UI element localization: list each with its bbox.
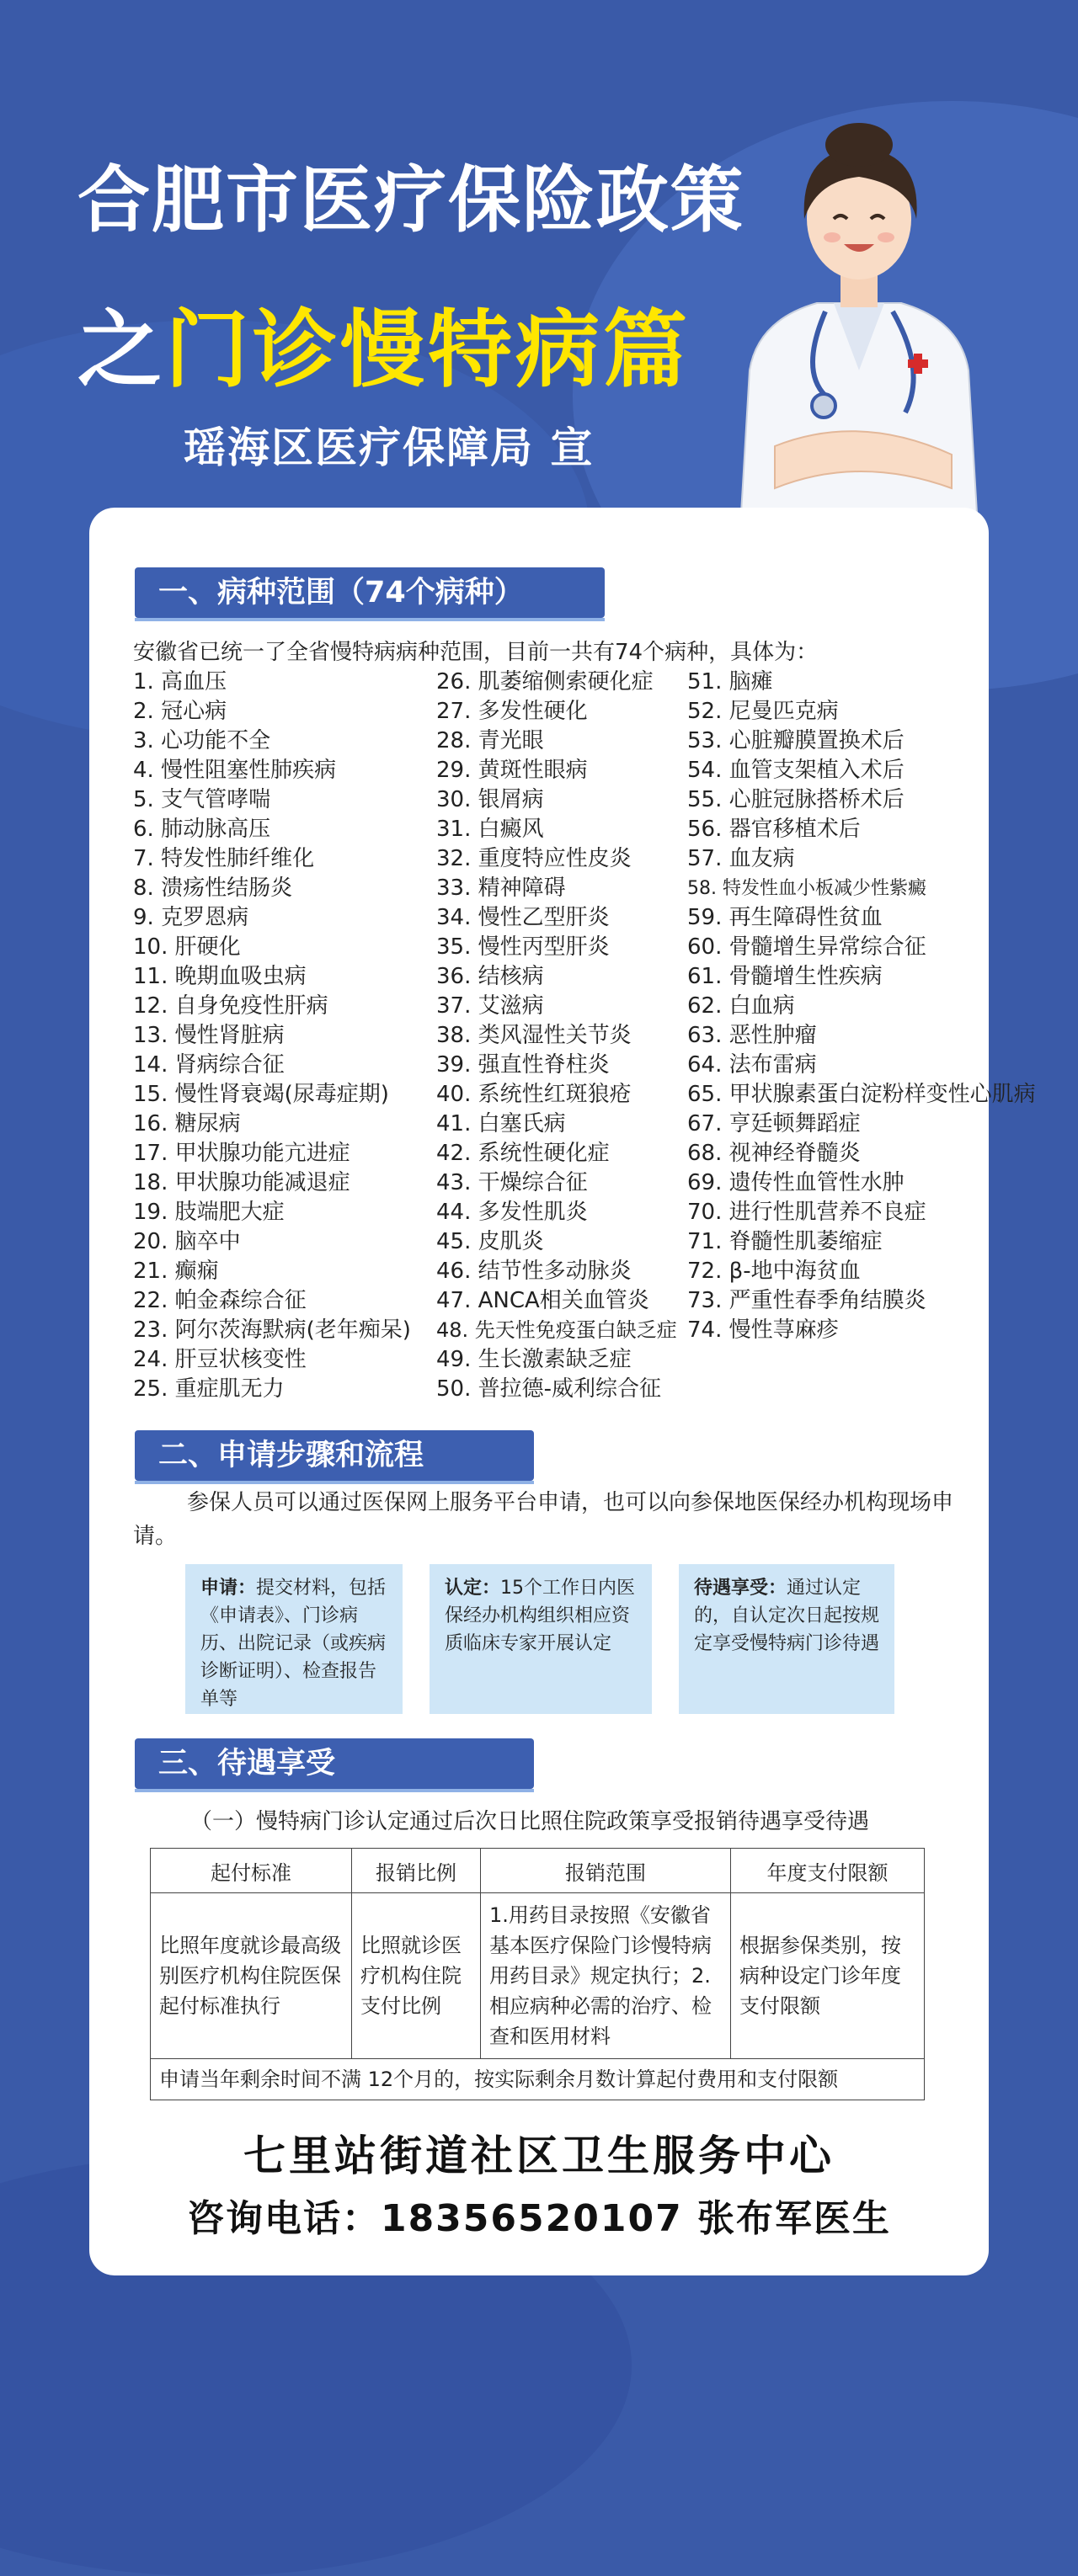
- disease-item: 47. ANCA相关血管炎: [436, 1288, 649, 1313]
- disease-item: 30. 银屑病: [436, 787, 544, 812]
- disease-item: 45. 皮肌炎: [436, 1229, 544, 1254]
- disease-item: 62. 白血病: [687, 993, 795, 1019]
- disease-item: 34. 慢性乙型肝炎: [436, 905, 610, 930]
- disease-item: 2. 冠心病: [133, 699, 227, 724]
- disease-item: 43. 干燥综合征: [436, 1170, 588, 1195]
- disease-item: 35. 慢性丙型肝炎: [436, 934, 610, 960]
- step-title: 认定：: [445, 1578, 501, 1599]
- scope-intro: 安徽省已统一了全省慢特病病种范围，目前一共有74个病种，具体为：: [133, 640, 819, 665]
- table-footer-note: 申请当年剩余时间不满 12个月的，按实际剩余月数计算起付费用和支付限额: [151, 2059, 925, 2100]
- disease-item: 28. 青光眼: [436, 728, 544, 753]
- step-approve: [430, 1564, 652, 1714]
- disease-item: 16. 糖尿病: [133, 1111, 241, 1136]
- disease-item: 10. 肝硬化: [133, 934, 241, 960]
- disease-item: 60. 骨髓增生异常综合征: [687, 934, 926, 960]
- step-title: 申请：: [200, 1578, 257, 1599]
- disease-item: 74. 慢性荨麻疹: [687, 1317, 839, 1343]
- disease-item: 39. 强直性脊柱炎: [436, 1052, 610, 1078]
- disease-item: 26. 肌萎缩侧索硬化症: [436, 669, 654, 695]
- title-prefix: 之: [77, 301, 165, 399]
- table-header-cell: 起付标准: [151, 1849, 352, 1893]
- poster-subtitle: 瑶海区医疗保障局 宣: [184, 423, 595, 472]
- disease-item: 13. 慢性肾脏病: [133, 1023, 285, 1048]
- table-cell: 1.用药目录按照《安徽省基本医疗保险门诊慢特病用药目录》规定执行；2. 相应病种必需的治疗、检查和医用材料: [481, 1893, 731, 2059]
- disease-item: 51. 脑瘫: [687, 669, 773, 695]
- disease-item: 7. 特发性肺纤维化: [133, 846, 315, 871]
- disease-item: 55. 心脏冠脉搭桥术后: [687, 787, 905, 812]
- disease-item: 18. 甲状腺功能减退症: [133, 1170, 350, 1195]
- step-text: 15个工作日内医保经办机构组织相应资质临床专家开展认定: [445, 1578, 636, 1654]
- disease-item: 9. 克罗恩病: [133, 905, 249, 930]
- disease-item: 19. 肢端肥大症: [133, 1200, 285, 1225]
- table-header-cell: 报销比例: [352, 1849, 481, 1893]
- disease-item: 23. 阿尔茨海默病(老年痴呆): [133, 1317, 411, 1343]
- disease-item: 3. 心功能不全: [133, 728, 271, 753]
- disease-item: 27. 多发性硬化: [436, 699, 588, 724]
- step-text: 通过认定的，自认定次日起按规定享受慢特病门诊待遇: [694, 1578, 880, 1654]
- disease-item: 38. 类风湿性关节炎: [436, 1023, 632, 1048]
- disease-item: 14. 肾病综合征: [133, 1052, 285, 1078]
- table-header-row: [151, 1849, 925, 1893]
- disease-item: 50. 普拉德-威利综合征: [436, 1376, 661, 1402]
- disease-column-1: [133, 668, 419, 1404]
- table-cell: 根据参保类别，按病种设定门诊年度支付限额: [731, 1893, 925, 2059]
- disease-item: 69. 遗传性血管性水肿: [687, 1170, 905, 1195]
- disease-item: 29. 黄斑性眼病: [436, 758, 588, 783]
- disease-item: 12. 自身免疫性肝病: [133, 993, 328, 1019]
- disease-item: 65. 甲状腺素蛋白淀粉样变性心肌病: [687, 1082, 1036, 1107]
- disease-item: 71. 脊髓性肌萎缩症: [687, 1229, 883, 1254]
- disease-item: 58. 特发性血小板减少性紫癜: [687, 878, 926, 899]
- disease-item: 57. 血友病: [687, 846, 795, 871]
- step-benefit: [679, 1564, 894, 1714]
- disease-item: 4. 慢性阻塞性肺疾病: [133, 758, 337, 783]
- doctor-illustration: [724, 93, 994, 514]
- disease-item: 5. 支气管哮喘: [133, 787, 271, 812]
- disease-item: 15. 慢性肾衰竭(尿毒症期): [133, 1082, 389, 1107]
- procedure-paragraph: 参保人员可以通过医保网上服务平台申请，也可以向参保地医保经办机构现场申请。: [133, 1490, 954, 1549]
- poster-title: 合肥市医疗保险政策: [77, 158, 744, 242]
- disease-item: 44. 多发性肌炎: [436, 1200, 588, 1225]
- disease-item: 37. 艾滋病: [436, 993, 544, 1019]
- disease-item: 25. 重症肌无力: [133, 1376, 285, 1402]
- disease-item: 40. 系统性红斑狼疮: [436, 1082, 632, 1107]
- disease-item: 61. 骨髓增生性疾病: [687, 964, 883, 989]
- disease-item: 1. 高血压: [133, 669, 227, 695]
- disease-item: 56. 器官移植术后: [687, 817, 861, 842]
- disease-item: 59. 再生障碍性贫血: [687, 905, 883, 930]
- table-header-cell: 年度支付限额: [731, 1849, 925, 1893]
- disease-item: 21. 癫痫: [133, 1259, 219, 1284]
- disease-item: 42. 系统性硬化症: [436, 1141, 610, 1166]
- disease-item: 32. 重度特应性皮炎: [436, 846, 632, 871]
- contact-phone: 咨询电话：18356520107 张布军医生: [186, 2197, 892, 2240]
- disease-item: 67. 亨廷顿舞蹈症: [687, 1111, 861, 1136]
- disease-item: 54. 血管支架植入术后: [687, 758, 905, 783]
- disease-item: 48. 先天性免疫蛋白缺乏症: [436, 1318, 677, 1342]
- disease-item: 46. 结节性多动脉炎: [436, 1259, 632, 1284]
- content-card: [89, 508, 1036, 2275]
- disease-item: 63. 恶性肿瘤: [687, 1023, 817, 1048]
- disease-item: 72. β-地中海贫血: [687, 1259, 861, 1284]
- organization-name: 七里站街道社区卫生服务中心: [243, 2132, 835, 2180]
- disease-item: 22. 帕金森综合征: [133, 1288, 307, 1313]
- benefit-table: [150, 1848, 925, 2100]
- disease-item: 11. 晚期血吸虫病: [133, 964, 307, 989]
- benefit-statement: （一）慢特病门诊认定通过后次日比照住院政策享受报销待遇享受待遇: [190, 1809, 870, 1834]
- disease-column-3: [687, 668, 1036, 1345]
- section-heading-procedure: 二、申请步骤和流程: [135, 1430, 534, 1481]
- table-cell: 比照就诊医疗机构住院支付比例: [352, 1893, 481, 2059]
- section-heading-benefits: 三、待遇享受: [135, 1738, 534, 1789]
- disease-item: 31. 白癜风: [436, 817, 544, 842]
- table-footer-row: [151, 2059, 925, 2100]
- disease-item: 73. 严重性春季角结膜炎: [687, 1288, 926, 1313]
- disease-item: 17. 甲状腺功能亢进症: [133, 1141, 350, 1166]
- disease-item: 8. 溃疡性结肠炎: [133, 876, 293, 901]
- disease-item: 70. 进行性肌营养不良症: [687, 1200, 926, 1225]
- disease-item: 6. 肺动脉高压: [133, 817, 271, 842]
- disease-item: 64. 法布雷病: [687, 1052, 817, 1078]
- section-heading-scope: 一、病种范围（74个病种）: [135, 567, 605, 618]
- disease-item: 52. 尼曼匹克病: [687, 699, 839, 724]
- disease-item: 24. 肝豆状核变性: [133, 1347, 307, 1372]
- table-cell: 比照年度就诊最高级别医疗机构住院医保起付标准执行: [151, 1893, 352, 2059]
- step-apply: [185, 1564, 403, 1714]
- disease-item: 53. 心脏瓣膜置换术后: [687, 728, 905, 753]
- table-row: [151, 1893, 925, 2059]
- disease-item: 41. 白塞氏病: [436, 1111, 566, 1136]
- table-header-cell: 报销范围: [481, 1849, 731, 1893]
- step-text: 提交材料，包括《申请表》、门诊病历、出院记录（或疾病诊断证明）、检查报告单等: [200, 1578, 387, 1710]
- disease-item: 68. 视神经脊髓炎: [687, 1141, 861, 1166]
- disease-item: 20. 脑卒中: [133, 1229, 241, 1254]
- poster-title-line2: [77, 282, 691, 403]
- step-title: 待遇享受：: [694, 1578, 787, 1599]
- title-highlight: 门诊慢特病篇: [165, 301, 691, 399]
- disease-item: 36. 结核病: [436, 964, 544, 989]
- disease-item: 49. 生长激素缺乏症: [436, 1347, 632, 1372]
- disease-item: 33. 精神障碍: [436, 876, 566, 901]
